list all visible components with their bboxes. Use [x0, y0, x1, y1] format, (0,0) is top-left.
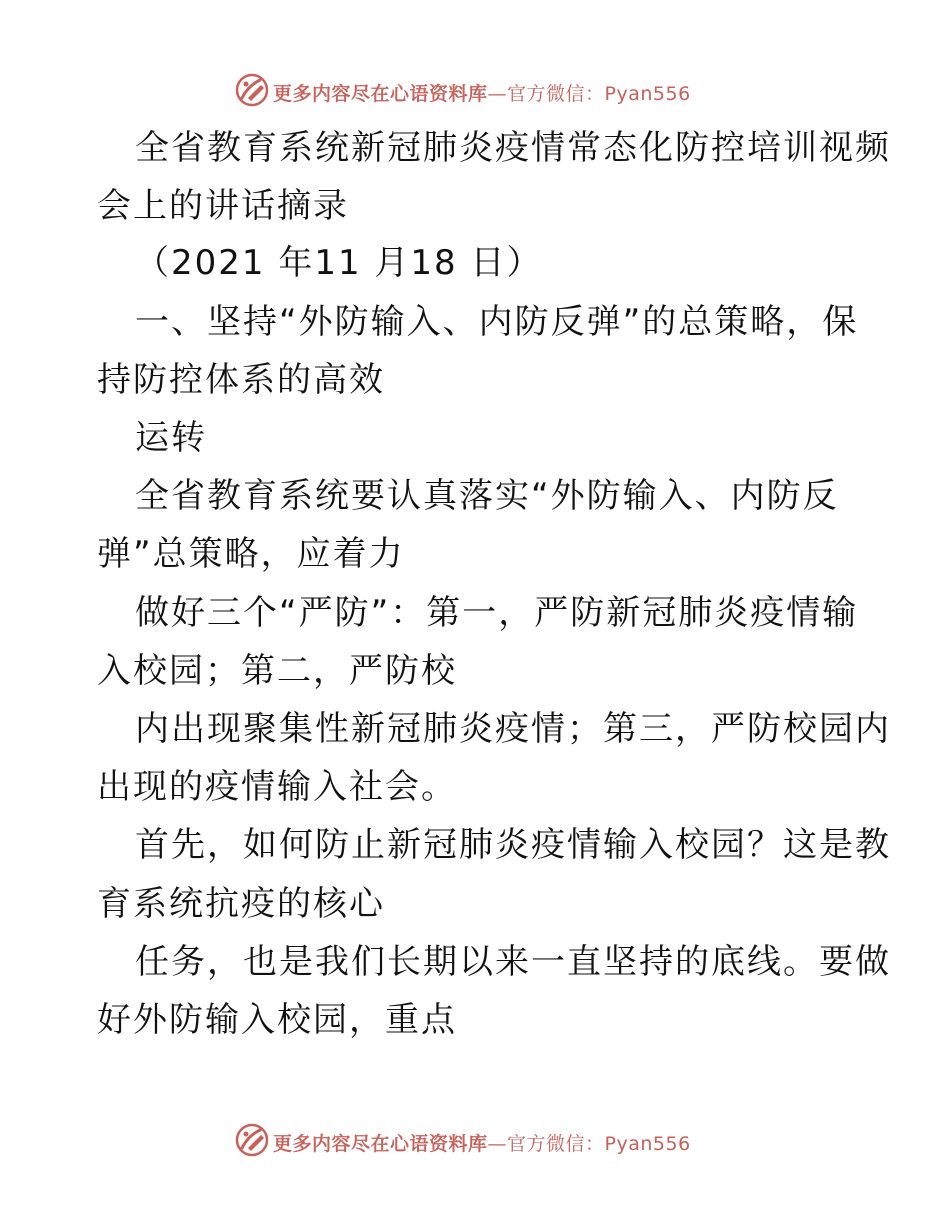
watermark-site: 更多内容尽在心语资料库 [273, 1133, 488, 1155]
watermark-banner-bottom [0, 1120, 950, 1160]
doc-paragraph-line: 出现的疫情输入社会。 [97, 767, 457, 807]
watermark-wechat-id: Pyan556 [604, 83, 691, 105]
doc-date-line: （2021 年11 月18 日） [135, 243, 543, 283]
watermark-separator: — [487, 83, 508, 105]
watermark-site: 更多内容尽在心语资料库 [273, 83, 488, 105]
doc-paragraph-line: 做好三个“严防”：第一，严防新冠肺炎疫情输 [135, 593, 859, 633]
doc-paragraph-line: 首先，如何防止新冠肺炎疫情输入校园？这是教 [135, 825, 891, 865]
watermark-banner-top [0, 70, 950, 110]
watermark-text [273, 1129, 691, 1156]
watermark-wechat-id: Pyan556 [604, 1133, 691, 1155]
doc-heading-line-1: 一、坚持“外防输入、内防反弹”的总策略，保 [135, 302, 859, 342]
doc-heading-line-3: 运转 [135, 418, 207, 458]
doc-paragraph-line: 内出现聚集性新冠肺炎疫情；第三，严防校园内 [135, 709, 891, 749]
doc-paragraph-line: 任务，也是我们长期以来一直坚持的底线。要做 [135, 942, 891, 982]
doc-title-line-1: 全省教育系统新冠肺炎疫情常态化防控培训视频 [135, 128, 891, 168]
doc-paragraph-line: 弹”总策略，应着力 [97, 534, 405, 574]
pen-logo-icon [234, 1122, 270, 1158]
doc-paragraph-line: 育系统抗疫的核心 [97, 884, 385, 924]
watermark-text [273, 79, 691, 106]
watermark-separator: — [487, 1133, 508, 1155]
doc-title-line-2: 会上的讲话摘录 [97, 186, 349, 226]
doc-paragraph-line: 好外防输入校园，重点 [97, 1000, 457, 1040]
doc-paragraph-line: 全省教育系统要认真落实“外防输入、内防反 [135, 476, 839, 516]
doc-paragraph-line: 入校园；第二，严防校 [97, 651, 457, 691]
watermark-label: 官方微信： [507, 83, 605, 105]
pen-logo-icon [234, 72, 270, 108]
watermark-label: 官方微信： [507, 1133, 605, 1155]
doc-heading-line-2: 持防控体系的高效 [97, 360, 385, 400]
